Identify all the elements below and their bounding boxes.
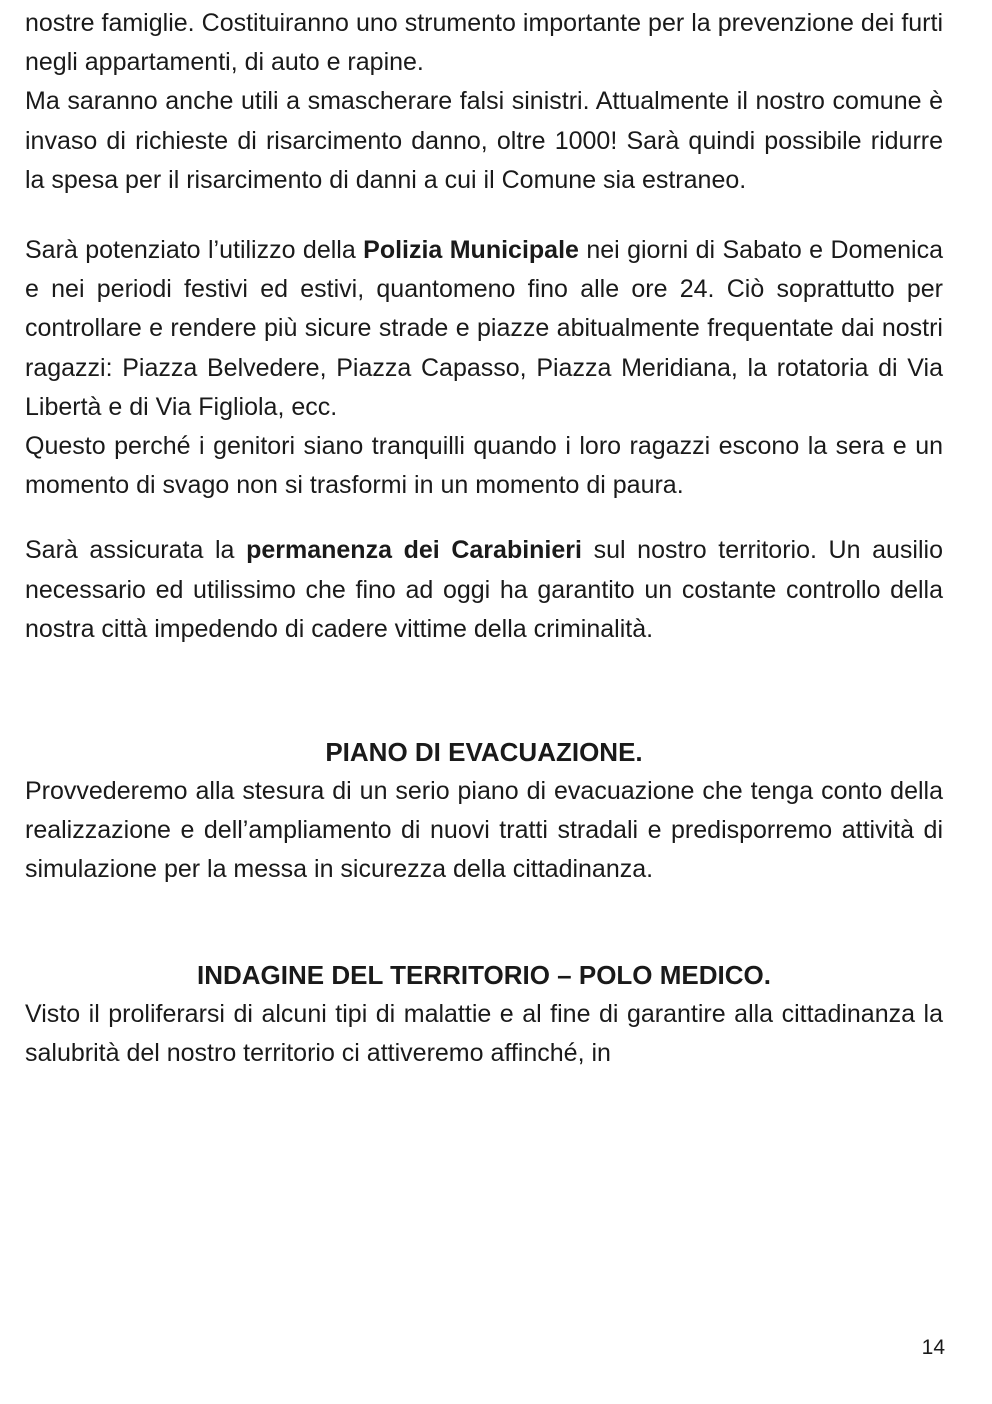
paragraph-cameras-intro: nostre famiglie. Costituiranno uno strumento importante per la prevenzione dei furti negli appartamenti, di auto e rapine. <box>25 9 943 77</box>
text-run: nei giorni di Sabato e Domenica e nei periodi festivi ed estivi, quantomeno fino alle ore 24. Ciò soprattutto per controllare e rendere più sicure strade e piazze abitualmente frequentate dai nostri ragazzi: Piazza Belvedere, Piazza Capasso, Piazza Meridiana, la rotatoria di Via Libertà e di Via Figliola, ecc. <box>25 236 943 421</box>
section-heading-evacuation: PIANO DI EVACUAZIONE. <box>325 737 643 768</box>
paragraph-spacer <box>25 200 943 231</box>
paragraph-municipal-police <box>25 231 943 427</box>
paragraph-false-claims: Ma saranno anche utili a smascherare falsi sinistri. Attualmente il nostro comune è invaso di richieste di risarcimento danno, oltre 1000! Sarà quindi possibile ridurre la spesa per il risarcimento di danni a cui il Comune sia estraneo. <box>25 87 943 194</box>
document-page <box>25 4 943 1073</box>
paragraph-spacer <box>25 505 943 531</box>
bold-term-polizia-municipale: Polizia Municipale <box>363 236 579 265</box>
section-spacer <box>25 890 943 956</box>
section-heading-medical: INDAGINE DEL TERRITORIO – POLO MEDICO. <box>197 959 771 990</box>
paragraph-medical-survey: Visto il proliferarsi di alcuni tipi di malattie e al fine di garantire alla cittadinanza la salubrità del nostro territorio ci attiveremo affinché, in <box>25 999 943 1067</box>
section-spacer <box>25 649 943 733</box>
paragraph-carabinieri <box>25 531 943 649</box>
text-run: Sarà potenziato l’utilizzo della <box>25 236 364 265</box>
paragraph-parents: Questo perché i genitori siano tranquilli quando i loro ragazzi escono la sera e un momento di svago non si trasformi in un momento di paura. <box>25 432 943 500</box>
text-run: Sarà assicurata la <box>25 536 247 565</box>
page-number: 14 <box>921 1336 945 1359</box>
text-run: sul nostro territorio. Un ausilio necessario ed utilissimo che fino ad oggi ha garantito un costante controllo della nostra città impedendo di cadere vittime della criminalità. <box>25 536 944 643</box>
bold-term-carabinieri: permanenza dei Carabinieri <box>246 536 582 565</box>
paragraph-evacuation-plan: Provvederemo alla stesura di un serio piano di evacuazione che tenga conto della realizzazione e dell’ampliamento di nuovi tratti stradali e predisporremo attività di simulazione per la messa in sicurezza della cittadinanza. <box>25 777 943 884</box>
